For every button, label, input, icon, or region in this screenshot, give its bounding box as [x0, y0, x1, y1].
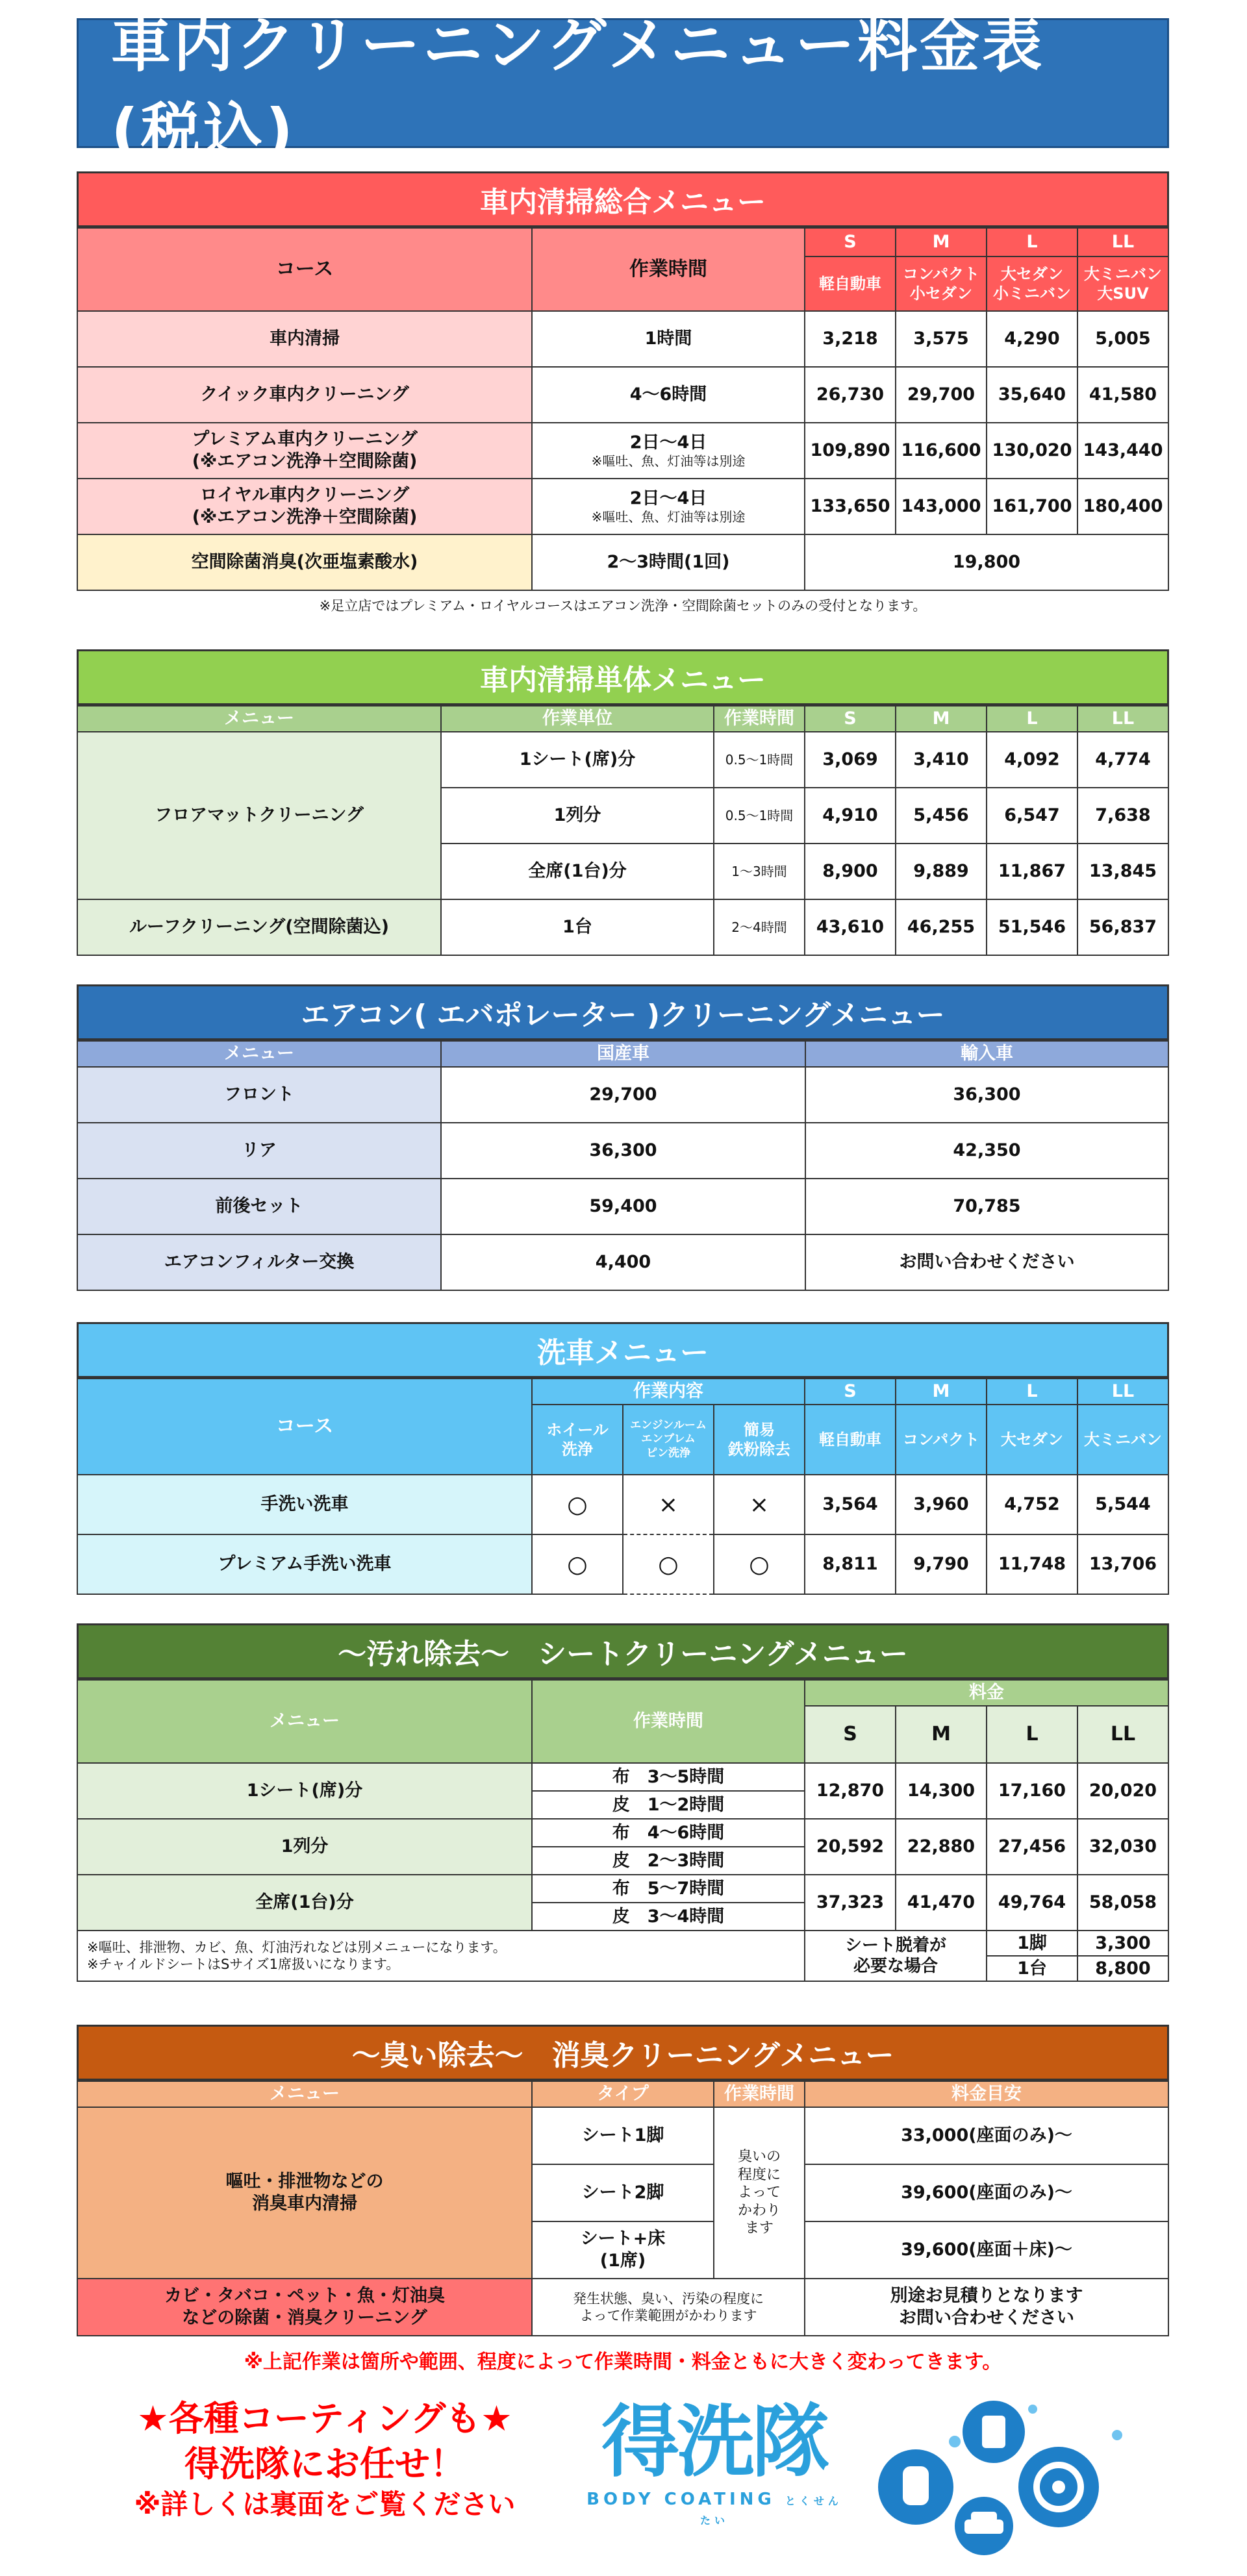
- bubble-icon: [1112, 2430, 1122, 2440]
- table-row: [77, 534, 1168, 590]
- course-name: 車内清掃: [77, 311, 532, 367]
- time-cloth: 布 4～6時間: [532, 1819, 805, 1847]
- detach-unit: 1台: [987, 1956, 1077, 1981]
- promo-line: 得洗隊にお任せ！: [184, 2444, 465, 2485]
- price: 27,456: [987, 1819, 1077, 1875]
- col-course: コース: [77, 1379, 532, 1475]
- price: 19,800: [805, 534, 1168, 590]
- price: 161,700: [987, 479, 1077, 534]
- price: 37,323: [805, 1875, 896, 1931]
- course-name: プレミアム手洗い洗車: [77, 1534, 532, 1594]
- section-heading: 洗車メニュー: [77, 1322, 1169, 1378]
- sparkle-icon: [878, 2449, 953, 2525]
- section-heading: ～臭い除去～ 消臭クリーニングメニュー: [77, 2025, 1169, 2081]
- menu-name: 嘔吐・排泄物などの 消臭車内清掃: [77, 2107, 532, 2279]
- price: 3,410: [896, 732, 987, 788]
- price: 12,870: [805, 1763, 896, 1819]
- price: 3,575: [896, 311, 987, 367]
- size-ll: LL: [1077, 1379, 1168, 1405]
- size-s: S: [805, 1379, 896, 1405]
- table-row: [77, 2279, 1168, 2336]
- menu-name: 前後セット: [77, 1179, 441, 1234]
- price-domestic: 29,700: [441, 1067, 805, 1123]
- price: 35,640: [987, 367, 1077, 423]
- time-cloth: 布 3～5時間: [532, 1763, 805, 1791]
- size-sub: 大ミニバン 大SUV: [1077, 256, 1168, 311]
- type: シート+床 (1席): [532, 2221, 714, 2279]
- size-l: L: [987, 1706, 1077, 1763]
- time-cloth: 布 5～7時間: [532, 1875, 805, 1903]
- odor-table: [77, 2081, 1169, 2336]
- table-row: [77, 311, 1168, 367]
- course-time: 2日～4日: [629, 488, 707, 508]
- work-item: エンジンルーム エンブレム ピン洗浄: [623, 1405, 714, 1475]
- car-icon: [955, 2497, 1013, 2555]
- mark: ×: [714, 1475, 805, 1534]
- note-line: ※チャイルドシートはSサイズ1席扱いになります。: [87, 1957, 400, 1972]
- price: 3,564: [805, 1475, 896, 1534]
- size-sub: 軽自動車: [805, 1405, 896, 1475]
- price: 39,600(座面のみ)～: [805, 2164, 1168, 2221]
- aircon-table: [77, 1040, 1169, 1291]
- price: 9,790: [896, 1534, 987, 1594]
- section-heading: ～汚れ除去～ シートクリーニングメニュー: [77, 1623, 1169, 1679]
- col-header: メニュー: [77, 2081, 532, 2107]
- col-header: 作業単位: [441, 706, 714, 732]
- col-header: M: [896, 706, 987, 732]
- menu-name: フロント: [77, 1067, 441, 1123]
- col-header: LL: [1077, 706, 1168, 732]
- time-leather: 皮 1～2時間: [532, 1791, 805, 1819]
- course-note: ※嘔吐、魚、灯油等は別途: [591, 509, 746, 525]
- unit: 1列分: [441, 788, 714, 844]
- price: 26,730: [805, 367, 896, 423]
- price-domestic: 4,400: [441, 1234, 805, 1290]
- time-leather: 皮 2～3時間: [532, 1847, 805, 1875]
- price: 29,700: [896, 367, 987, 423]
- detach-price: 3,300: [1077, 1931, 1168, 1956]
- price: 5,544: [1077, 1475, 1168, 1534]
- menu-name: 1列分: [77, 1819, 532, 1875]
- price: 133,650: [805, 479, 896, 534]
- size-sub: 軽自動車: [805, 256, 896, 311]
- price: 4,774: [1077, 732, 1168, 788]
- price: 46,255: [896, 899, 987, 955]
- section-heading: エアコン( エバポレーター )クリーニングメニュー: [77, 984, 1169, 1040]
- menu-name: フロアマットクリーニング: [77, 732, 441, 899]
- note-line: ※嘔吐、排泄物、カビ、魚、灯油汚れなどは別メニューになります。: [87, 1939, 507, 1955]
- logo-kana: とくせんたい: [699, 2495, 842, 2527]
- col-header: 作業時間: [714, 706, 805, 732]
- section-footnote: ※足立店ではプレミアム・ロイヤルコースはエアコン洗浄・空間除菌セットのみの受付となります。: [319, 598, 927, 614]
- menu-name: ルーフクリーニング(空間除菌込): [77, 899, 441, 955]
- title-banner: [77, 10, 1169, 166]
- price: 51,546: [987, 899, 1077, 955]
- seat-table: [77, 1679, 1169, 1982]
- wash-table: [77, 1378, 1169, 1595]
- course-time: 4～6時間: [532, 367, 805, 423]
- price: 13,706: [1077, 1534, 1168, 1594]
- size-s: S: [805, 1706, 896, 1763]
- col-price: 料金: [805, 1680, 1168, 1706]
- unit: 1台: [441, 899, 714, 955]
- col-work-content: 作業内容: [532, 1379, 805, 1405]
- size-l: L: [987, 228, 1077, 256]
- time: 臭いの 程度に よって かわり ます: [714, 2107, 805, 2279]
- price: 別途お見積りとなります お問い合わせください: [805, 2279, 1168, 2336]
- wheel-icon: [1018, 2447, 1099, 2527]
- price: 22,880: [896, 1819, 987, 1875]
- course-name: クイック車内クリーニング: [77, 367, 532, 423]
- size-ll: LL: [1077, 1706, 1168, 1763]
- detach-label: シート脱着が 必要な場合: [805, 1931, 987, 1981]
- price: 4,092: [987, 732, 1077, 788]
- bubble-icon: [949, 2436, 961, 2447]
- table-row: [77, 1234, 1168, 1290]
- work-item: ホイール 洗浄: [532, 1405, 623, 1475]
- price: 116,600: [896, 423, 987, 479]
- price: 3,960: [896, 1475, 987, 1534]
- table-row: [77, 1763, 1168, 1791]
- type: 発生状態、臭い、汚染の程度に よって作業範囲がかわります: [532, 2279, 805, 2336]
- section-odor-menu: [77, 2025, 1169, 2336]
- general-menu-table: [77, 227, 1169, 591]
- price: 4,910: [805, 788, 896, 844]
- table-row: [77, 1179, 1168, 1234]
- col-course: コース: [77, 228, 532, 311]
- price: 6,547: [987, 788, 1077, 844]
- section-single-menu: [77, 649, 1169, 956]
- price: 143,000: [896, 479, 987, 534]
- table-row: [77, 479, 1168, 534]
- price: 130,020: [987, 423, 1077, 479]
- logo-text: 得洗隊: [601, 2397, 827, 2488]
- section-wash-menu: [77, 1322, 1169, 1595]
- price: 9,889: [896, 844, 987, 899]
- promo-line: ★各種コーティングも★: [137, 2398, 512, 2439]
- unit: 1シート(席)分: [441, 732, 714, 788]
- price: 17,160: [987, 1763, 1077, 1819]
- section-heading: 車内清掃総合メニュー: [77, 171, 1169, 227]
- price: 43,610: [805, 899, 896, 955]
- menu-name: 1シート(席)分: [77, 1763, 532, 1819]
- price: 13,845: [1077, 844, 1168, 899]
- time: 1～3時間: [714, 844, 805, 899]
- price-domestic: 36,300: [441, 1123, 805, 1179]
- section-general-menu: [77, 171, 1169, 591]
- table-row: [77, 423, 1168, 479]
- table-row: [77, 899, 1168, 955]
- detach-unit: 1脚: [987, 1931, 1077, 1956]
- course-name: ロイヤル車内クリーニング (※エアコン洗浄＋空間除菌): [77, 479, 532, 534]
- bubble-icon: [1028, 2405, 1037, 2414]
- table-row: [77, 732, 1168, 788]
- price: 143,440: [1077, 423, 1168, 479]
- size-m: M: [896, 1706, 987, 1763]
- menu-name: リア: [77, 1123, 441, 1179]
- promo-line: ※詳しくは裏面をご覧ください: [134, 2488, 516, 2521]
- mark: ×: [623, 1475, 714, 1534]
- price: 3,069: [805, 732, 896, 788]
- work-item: 簡易 鉄粉除去: [714, 1405, 805, 1475]
- menu-name: 全席(1台)分: [77, 1875, 532, 1931]
- logo: [585, 2396, 844, 2545]
- size-m: M: [896, 1379, 987, 1405]
- logo-sub: [585, 2490, 844, 2529]
- price: 11,748: [987, 1534, 1077, 1594]
- unit: 全席(1台)分: [441, 844, 714, 899]
- col-header: 作業時間: [714, 2081, 805, 2107]
- size-l: L: [987, 1379, 1077, 1405]
- price: 4,290: [987, 311, 1077, 367]
- size-s: S: [805, 228, 896, 256]
- table-row: [77, 1534, 1168, 1594]
- price: 14,300: [896, 1763, 987, 1819]
- size-sub: 大ミニバン: [1077, 1405, 1168, 1475]
- price: 5,456: [896, 788, 987, 844]
- service-icons: [870, 2396, 1130, 2558]
- col-header: L: [987, 706, 1077, 732]
- table-row: [77, 2107, 1168, 2164]
- col-header: メニュー: [77, 1041, 441, 1067]
- mark: ○: [714, 1534, 805, 1594]
- price: 32,030: [1077, 1819, 1168, 1875]
- table-row: [77, 367, 1168, 423]
- time: 0.5～1時間: [714, 788, 805, 844]
- price: 8,900: [805, 844, 896, 899]
- section-aircon-menu: [77, 984, 1169, 1291]
- col-header: S: [805, 706, 896, 732]
- course-name: 手洗い洗車: [77, 1475, 532, 1534]
- mark: ○: [532, 1475, 623, 1534]
- col-header: 国産車: [441, 1041, 805, 1067]
- price-import: お問い合わせください: [805, 1234, 1168, 1290]
- promo-block: [91, 2396, 559, 2523]
- course-time: 1時間: [532, 311, 805, 367]
- phone-icon: [963, 2401, 1025, 2463]
- mark: ○: [623, 1534, 714, 1594]
- price: 49,764: [987, 1875, 1077, 1931]
- col-header: 輸入車: [805, 1041, 1168, 1067]
- table-row: [77, 1123, 1168, 1179]
- type: シート1脚: [532, 2107, 714, 2164]
- col-time: 作業時間: [532, 228, 805, 311]
- type: シート2脚: [532, 2164, 714, 2221]
- mark: ○: [532, 1534, 623, 1594]
- course-name: 空間除菌消臭(次亜塩素酸水): [77, 534, 532, 590]
- price: 41,470: [896, 1875, 987, 1931]
- price: 180,400: [1077, 479, 1168, 534]
- section-seat-menu: [77, 1623, 1169, 1982]
- col-header: メニュー: [77, 706, 441, 732]
- size-sub: 大セダン 小ミニバン: [987, 256, 1077, 311]
- price: 56,837: [1077, 899, 1168, 955]
- price: 4,752: [987, 1475, 1077, 1534]
- price: 11,867: [987, 844, 1077, 899]
- single-menu-table: [77, 705, 1169, 956]
- price: 3,218: [805, 311, 896, 367]
- price: 39,600(座面＋床)～: [805, 2221, 1168, 2279]
- course-time-cell: [532, 479, 805, 534]
- price: 20,592: [805, 1819, 896, 1875]
- section-heading: 車内清掃単体メニュー: [77, 649, 1169, 705]
- price-domestic: 59,400: [441, 1179, 805, 1234]
- price: 5,005: [1077, 311, 1168, 367]
- course-name: プレミアム車内クリーニング (※エアコン洗浄＋空間除菌): [77, 423, 532, 479]
- price: 58,058: [1077, 1875, 1168, 1931]
- detach-price: 8,800: [1077, 1956, 1168, 1981]
- service-icons-graphic: [870, 2396, 1130, 2558]
- table-row: [77, 1819, 1168, 1847]
- size-ll: LL: [1077, 228, 1168, 256]
- col-header: タイプ: [532, 2081, 714, 2107]
- page-title: 車内クリーニングメニュー料金表 (税込): [111, 10, 1107, 166]
- time: 0.5～1時間: [714, 732, 805, 788]
- table-row: [77, 1475, 1168, 1534]
- course-time: 2～3時間(1回): [532, 534, 805, 590]
- price-import: 70,785: [805, 1179, 1168, 1234]
- col-header: 料金目安: [805, 2081, 1168, 2107]
- price-import: 36,300: [805, 1067, 1168, 1123]
- menu-name: カビ・タバコ・ペット・魚・灯油臭 などの除菌・消臭クリーニング: [77, 2279, 532, 2336]
- size-sub: コンパクト: [896, 1405, 987, 1475]
- col-menu: メニュー: [77, 1680, 532, 1763]
- course-time-cell: [532, 423, 805, 479]
- price: 20,020: [1077, 1763, 1168, 1819]
- time-leather: 皮 3～4時間: [532, 1903, 805, 1931]
- price: 41,580: [1077, 367, 1168, 423]
- price: 8,811: [805, 1534, 896, 1594]
- warning-text: ※上記作業は箇所や範囲、程度によって作業時間・料金ともに大きく変わってきます。: [244, 2351, 1002, 2373]
- size-m: M: [896, 228, 987, 256]
- seat-notes: [77, 1931, 805, 1981]
- col-time: 作業時間: [532, 1680, 805, 1763]
- menu-name: エアコンフィルター交換: [77, 1234, 441, 1290]
- logo-sub-text: BODY COATING: [586, 2490, 775, 2509]
- price: 33,000(座面のみ)～: [805, 2107, 1168, 2164]
- table-row: [77, 1875, 1168, 1903]
- table-row: [77, 1067, 1168, 1123]
- time: 2～4時間: [714, 899, 805, 955]
- price-import: 42,350: [805, 1123, 1168, 1179]
- size-sub: 大セダン: [987, 1405, 1077, 1475]
- course-time: 2日～4日: [629, 432, 707, 453]
- price: 109,890: [805, 423, 896, 479]
- price: 7,638: [1077, 788, 1168, 844]
- size-sub: コンパクト 小セダン: [896, 256, 987, 311]
- course-note: ※嘔吐、魚、灯油等は別途: [591, 453, 746, 469]
